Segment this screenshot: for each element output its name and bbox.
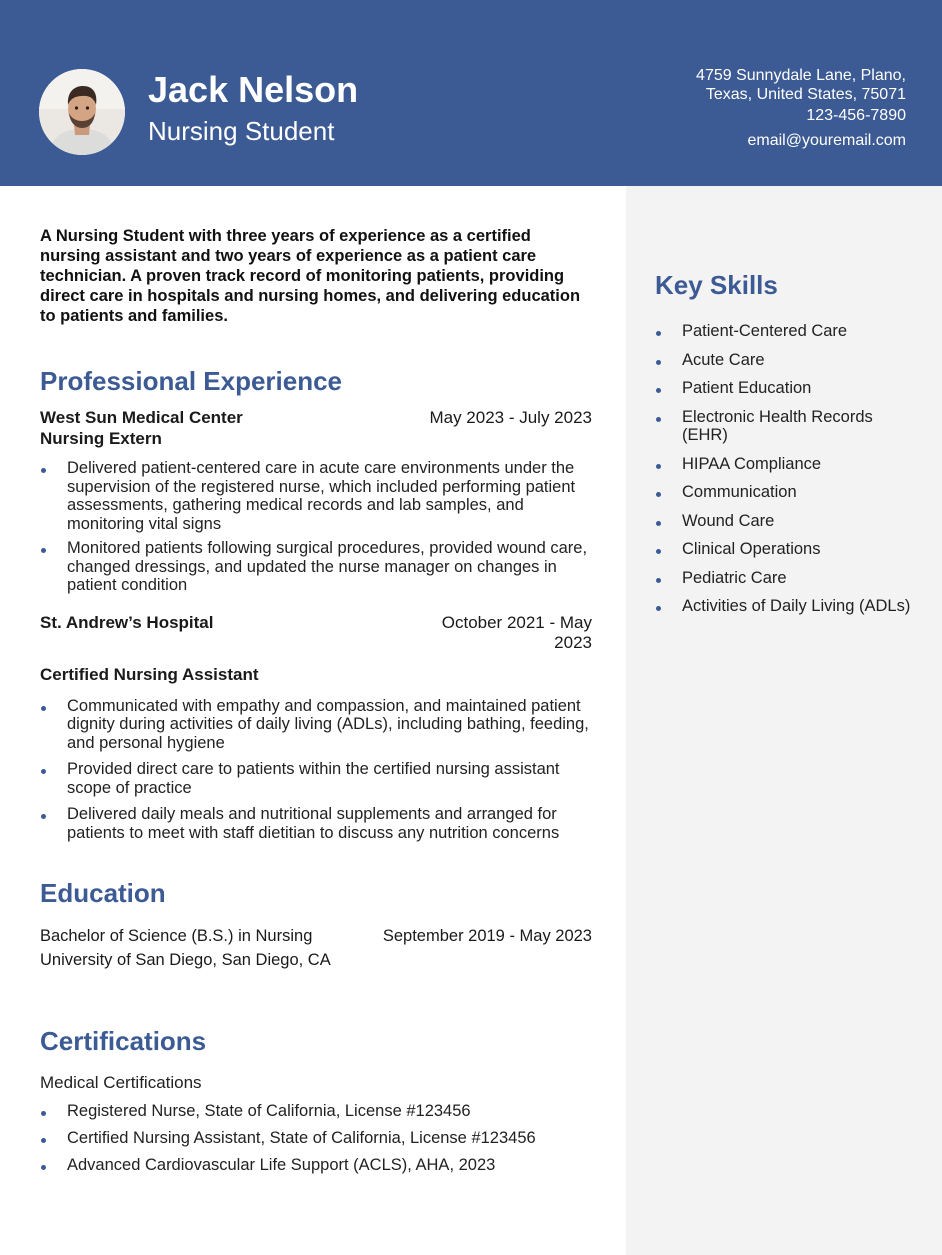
education-dates: September 2019 - May 2023	[382, 927, 592, 945]
job-title: Certified Nursing Assistant	[40, 664, 259, 684]
candidate-role: Nursing Student	[148, 116, 335, 146]
list-item: Advanced Cardiovascular Life Support (ACLS), AHA, 2023	[40, 1156, 592, 1175]
skills-heading: Key Skills	[655, 270, 778, 300]
job-header	[40, 613, 592, 653]
list-item: Communication	[655, 483, 925, 502]
list-item: Registered Nurse, State of California, License #123456	[40, 1102, 592, 1121]
job-entry	[40, 613, 592, 843]
list-item: Electronic Health Records (EHR)	[655, 408, 890, 445]
job-header	[40, 408, 592, 428]
list-item: Communicated with empathy and compassion, and maintained patient dignity during activities of daily living (ADLs), including bathing, feeding, and personal hygiene	[40, 697, 592, 753]
experience-heading: Professional Experience	[40, 366, 343, 396]
list-item: Certified Nursing Assistant, State of California, License #123456	[40, 1129, 592, 1148]
job-bullets	[40, 459, 592, 595]
address-line-1: 4759 Sunnydale Lane, Plano,	[696, 67, 906, 84]
degree: Bachelor of Science (B.S.) in Nursing	[40, 927, 313, 945]
person-portrait-icon	[39, 69, 125, 155]
list-item: HIPAA Compliance	[655, 455, 925, 474]
job-company: West Sun Medical Center	[40, 408, 243, 427]
email-address: email@youremail.com	[747, 132, 906, 149]
phone-number: 123-456-7890	[806, 107, 906, 124]
certification-list	[40, 1102, 592, 1175]
job-company: St. Andrew’s Hospital	[40, 612, 214, 632]
professional-summary: A Nursing Student with three years of experience as a certified nursing assistant and two years of experience as a patient care technician. A proven track record of monitoring patients, providing direct care in hospitals and nursing homes, and delivering education to patients and families.	[40, 227, 581, 325]
job-title: Nursing Extern	[40, 429, 162, 448]
skills-list	[655, 322, 925, 616]
certifications-subheading: Medical Certifications	[40, 1073, 202, 1092]
list-item: Patient-Centered Care	[655, 322, 925, 341]
list-item: Delivered patient-centered care in acute care environments under the supervision of the registered nurse, which included performing patient assessments, gathering medical records and lab samples, and monitoring vital signs	[40, 459, 592, 533]
list-item: Acute Care	[655, 351, 925, 370]
list-item: Monitored patients following surgical procedures, provided wound care, changed dressings, and updated the nurse manager on changes in patient condition	[40, 539, 592, 595]
school: University of San Diego, San Diego, CA	[40, 951, 331, 969]
school-row	[40, 948, 592, 972]
job-entry	[40, 408, 592, 595]
contact-block	[606, 66, 906, 150]
certifications-section	[40, 1026, 592, 1175]
education-heading: Education	[40, 878, 166, 908]
main-column	[40, 226, 592, 1175]
list-item: Delivered daily meals and nutritional supplements and arranged for patients to meet with staff dietitian to discuss any nutrition concerns	[40, 805, 592, 842]
list-item: Patient Education	[655, 379, 925, 398]
resume-header	[0, 0, 942, 186]
education-section	[40, 878, 592, 972]
job-dates: October 2021 - May 2023	[441, 612, 592, 652]
list-item: Activities of Daily Living (ADLs)	[655, 597, 925, 616]
job-dates: May 2023 - July 2023	[429, 408, 592, 427]
certifications-heading: Certifications	[40, 1026, 207, 1056]
candidate-name: Jack Nelson	[148, 69, 359, 110]
skills-sidebar	[655, 270, 925, 626]
experience-section	[40, 366, 592, 842]
address-line-2: Texas, United States, 75071	[705, 86, 906, 103]
list-item: Clinical Operations	[655, 540, 925, 559]
list-item: Pediatric Care	[655, 569, 925, 588]
list-item: Provided direct care to patients within the certified nursing assistant scope of practice	[40, 760, 592, 797]
education-row	[40, 924, 592, 948]
list-item: Wound Care	[655, 512, 925, 531]
job-bullets	[40, 697, 592, 843]
profile-photo	[39, 69, 125, 155]
